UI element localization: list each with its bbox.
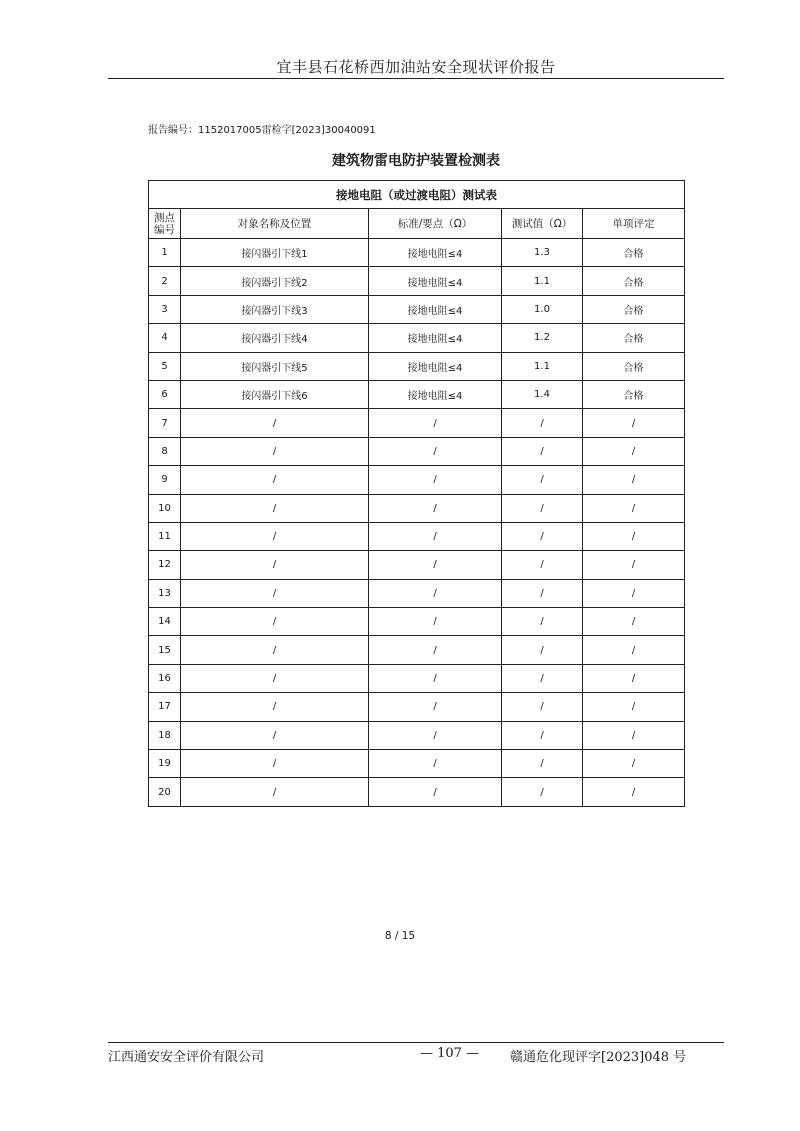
grounding-resistance-table — [148, 180, 685, 807]
table-cell: / — [369, 579, 502, 607]
table-cell: 4 — [149, 324, 181, 352]
table-cell: / — [583, 466, 685, 494]
table-row — [149, 437, 685, 465]
table-row — [149, 664, 685, 692]
table-cell: 接地电阻≤4 — [369, 239, 502, 267]
table-cell: / — [502, 750, 583, 778]
table-cell: / — [583, 636, 685, 664]
table-cell: 接地电阻≤4 — [369, 352, 502, 380]
table-cell: 20 — [149, 778, 181, 806]
table-cell: / — [181, 664, 369, 692]
table-cell: 5 — [149, 352, 181, 380]
table-cell: / — [181, 636, 369, 664]
table-cell: / — [583, 750, 685, 778]
table-cell: 1 — [149, 239, 181, 267]
table-cell: / — [369, 664, 502, 692]
table-row — [149, 551, 685, 579]
table-cell: / — [181, 608, 369, 636]
table-cell: 10 — [149, 494, 181, 522]
table-cell: 7 — [149, 409, 181, 437]
table-cell: / — [502, 608, 583, 636]
table-row — [149, 778, 685, 806]
table-title: 接地电阻（或过渡电阻）测试表 — [149, 181, 685, 209]
table-cell: 接闪器引下线3 — [181, 295, 369, 323]
table-cell: / — [583, 551, 685, 579]
table-cell: / — [502, 466, 583, 494]
table-row — [149, 608, 685, 636]
column-header: 标准/要点（Ω） — [369, 209, 502, 239]
table-cell: 合格 — [583, 324, 685, 352]
table-row — [149, 636, 685, 664]
footer-divider — [108, 1042, 724, 1043]
table-cell: / — [583, 608, 685, 636]
table-cell: / — [583, 721, 685, 749]
table-row — [149, 494, 685, 522]
page-indicator: 8 / 15 — [384, 930, 416, 942]
footer-page-number: — 107 — — [420, 1046, 480, 1061]
table-cell: 16 — [149, 664, 181, 692]
page-header-title: 宜丰县石花桥西加油站安全现状评价报告 — [276, 58, 556, 76]
table-cell: / — [583, 693, 685, 721]
table-cell: 接闪器引下线5 — [181, 352, 369, 380]
column-header: 测点 编号 — [149, 209, 181, 239]
table-cell: / — [502, 721, 583, 749]
table-cell: / — [181, 721, 369, 749]
table-row — [149, 750, 685, 778]
table-cell: 6 — [149, 380, 181, 408]
table-row — [149, 295, 685, 323]
table-cell: 接闪器引下线4 — [181, 324, 369, 352]
table-cell: 11 — [149, 522, 181, 550]
report-number: 报告编号：1152017005雷检字[2023]30040091 — [148, 125, 376, 136]
table-cell: / — [181, 409, 369, 437]
table-cell: 12 — [149, 551, 181, 579]
table-cell: 19 — [149, 750, 181, 778]
table-cell: / — [583, 409, 685, 437]
table-cell: / — [583, 664, 685, 692]
table-cell: / — [502, 522, 583, 550]
table-cell: 1.4 — [502, 380, 583, 408]
table-cell: / — [369, 721, 502, 749]
table-cell: / — [583, 778, 685, 806]
table-cell: 接地电阻≤4 — [369, 295, 502, 323]
table-cell: 17 — [149, 693, 181, 721]
table-cell: / — [502, 409, 583, 437]
document-title: 建筑物雷电防护装置检测表 — [332, 153, 500, 169]
table-cell: 1.2 — [502, 324, 583, 352]
table-cell: 13 — [149, 579, 181, 607]
table-cell: / — [369, 466, 502, 494]
table-row — [149, 579, 685, 607]
table-cell: 2 — [149, 267, 181, 295]
footer-company: 江西通安安全评价有限公司 — [108, 1050, 265, 1065]
table-cell: / — [181, 579, 369, 607]
column-header: 测试值（Ω） — [502, 209, 583, 239]
table-row — [149, 693, 685, 721]
table-cell: / — [502, 664, 583, 692]
table-cell: 合格 — [583, 267, 685, 295]
table-cell: 1.3 — [502, 239, 583, 267]
table-cell: / — [583, 494, 685, 522]
table-cell: 接闪器引下线2 — [181, 267, 369, 295]
table-cell: / — [369, 636, 502, 664]
table-cell: 1.0 — [502, 295, 583, 323]
table-cell: / — [502, 778, 583, 806]
table-cell: / — [502, 551, 583, 579]
table-cell: 合格 — [583, 239, 685, 267]
table-cell: 合格 — [583, 352, 685, 380]
table-cell: 8 — [149, 437, 181, 465]
table-cell: 18 — [149, 721, 181, 749]
table-row — [149, 324, 685, 352]
table-cell: / — [369, 522, 502, 550]
footer-document-code: 赣通危化现评字[2023]048 号 — [510, 1050, 687, 1065]
table-cell: / — [369, 551, 502, 579]
table-row — [149, 522, 685, 550]
table-row — [149, 239, 685, 267]
table-cell: / — [583, 579, 685, 607]
table-cell: / — [181, 437, 369, 465]
table-cell: 接闪器引下线6 — [181, 380, 369, 408]
table-cell: / — [502, 636, 583, 664]
table-cell: 3 — [149, 295, 181, 323]
column-header: 单项评定 — [583, 209, 685, 239]
table-cell: 9 — [149, 466, 181, 494]
table-cell: / — [583, 437, 685, 465]
table-cell: / — [583, 522, 685, 550]
table-cell: 接地电阻≤4 — [369, 324, 502, 352]
table-cell: / — [369, 778, 502, 806]
table-row — [149, 466, 685, 494]
table-cell: 14 — [149, 608, 181, 636]
table-cell: / — [369, 437, 502, 465]
table-cell: / — [181, 466, 369, 494]
table-cell: / — [369, 693, 502, 721]
column-header: 对象名称及位置 — [181, 209, 369, 239]
table-cell: / — [181, 522, 369, 550]
table-cell: 1.1 — [502, 352, 583, 380]
table-row — [149, 409, 685, 437]
table-cell: 接闪器引下线1 — [181, 239, 369, 267]
table-cell: 1.1 — [502, 267, 583, 295]
table-cell: / — [502, 437, 583, 465]
table-cell: 合格 — [583, 380, 685, 408]
table-cell: / — [369, 750, 502, 778]
table-cell: / — [369, 409, 502, 437]
table-cell: / — [502, 579, 583, 607]
table-row — [149, 352, 685, 380]
table-cell: 合格 — [583, 295, 685, 323]
table-cell: / — [181, 750, 369, 778]
table-cell: 15 — [149, 636, 181, 664]
table-row — [149, 380, 685, 408]
table-row — [149, 721, 685, 749]
table-cell: / — [502, 494, 583, 522]
table-cell: 接地电阻≤4 — [369, 380, 502, 408]
table-cell: / — [181, 494, 369, 522]
table-cell: / — [181, 551, 369, 579]
table-cell: / — [369, 494, 502, 522]
table-row — [149, 267, 685, 295]
table-cell: 接地电阻≤4 — [369, 267, 502, 295]
table-cell: / — [502, 693, 583, 721]
header-divider — [108, 78, 724, 79]
table-cell: / — [181, 693, 369, 721]
table-cell: / — [181, 778, 369, 806]
table-cell: / — [369, 608, 502, 636]
